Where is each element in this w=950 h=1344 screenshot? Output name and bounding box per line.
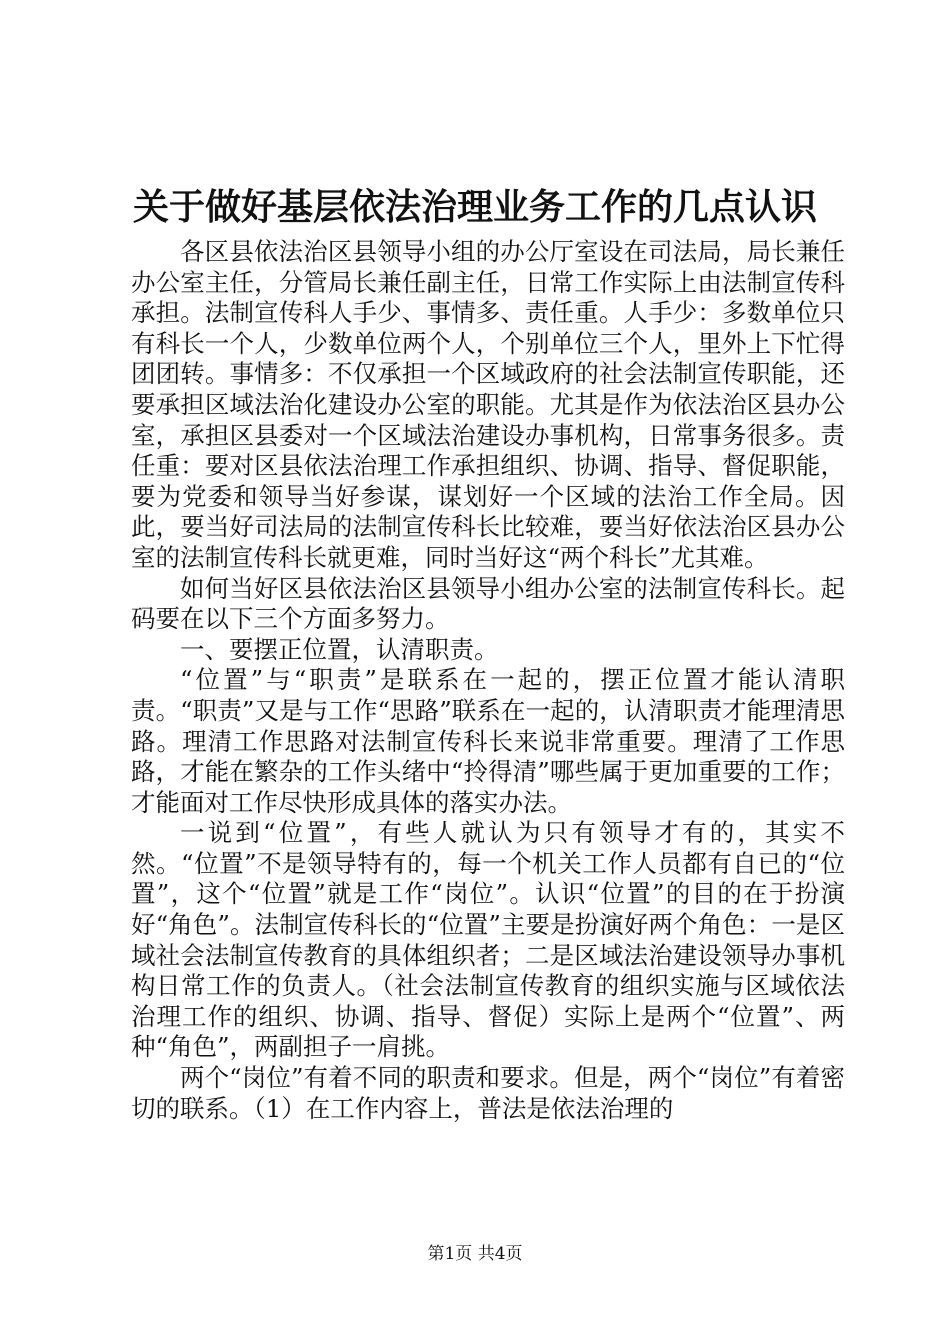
- paragraph-position-duty: “位置”与“职责”是联系在一起的，摆正位置才能认清职责。“职责”又是与工作“思路”联系在一起的，认清职责才能理清思路。理清工作思路对法制宣传科长来说非常重要。理清了工作思路，才能在繁杂的工作头绪中“拎得清”哪些属于更加重要的工作；才能面对工作尽快形成具体的落实办法。: [131, 665, 845, 817]
- paragraph-intro: 各区县依法治区县领导小组的办公厅室设在司法局，局长兼任办公室主任，分管局长兼任副主任，日常工作实际上由法制宣传科承担。法制宣传科人手少、事情多、责任重。人手少：多数单位只有科长一个人，少数单位两个人，个别单位三个人，里外上下忙得团团转。事情多：不仅承担一个区域政府的社会法制宣传职能，还要承担区域法治化建设办公室的职能。尤其是作为依法治区县办公室，承担区县委对一个区域法治建设办事机构，日常事务很多。责任重：要对区县依法治理工作承担组织、协调、指导、督促职能，要为党委和领导当好参谋，谋划好一个区域的法治工作全局。因此，要当好司法局的法制宣传科长比较难，要当好依法治区县办公室的法制宣传科长就更难，同时当好这“两个科长”尤其难。: [131, 237, 845, 572]
- page-footer: 第1页 共4页: [427, 1244, 523, 1264]
- paragraph-position-role: 一说到“位置”，有些人就认为只有领导才有的，其实不然。“位置”不是领导特有的，每一个机关工作人员都有自已的“位置”，这个“位置”就是工作“岗位”。认识“位置”的目的在于扮演好“角色”。法制宣传科长的“位置”主要是扮演好两个角色：一是区域社会法制宣传教育的具体组织者；二是区域法治建设领导办事机构日常工作的负责人。（社会法制宣传教育的组织实施与区域依法治理工作的组织、协调、指导、督促）实际上是两个“位置”、两种“角色”，两副担子一肩挑。: [131, 818, 845, 1062]
- document-title: 关于做好基层依法治理业务工作的几点认识: [132, 187, 817, 228]
- paragraph-two-posts: 两个“岗位”有着不同的职责和要求。但是，两个“岗位”有着密切的联系。（1）在工作内容上，普法是依法治理的: [131, 1063, 845, 1123]
- paragraph-how-to: 如何当好区县依法治区县领导小组办公室的法制宣传科长。起码要在以下三个方面多努力。: [131, 573, 845, 634]
- section-heading-1: 一、要摆正位置，认清职责。: [180, 634, 499, 664]
- document-body: [131, 237, 845, 1124]
